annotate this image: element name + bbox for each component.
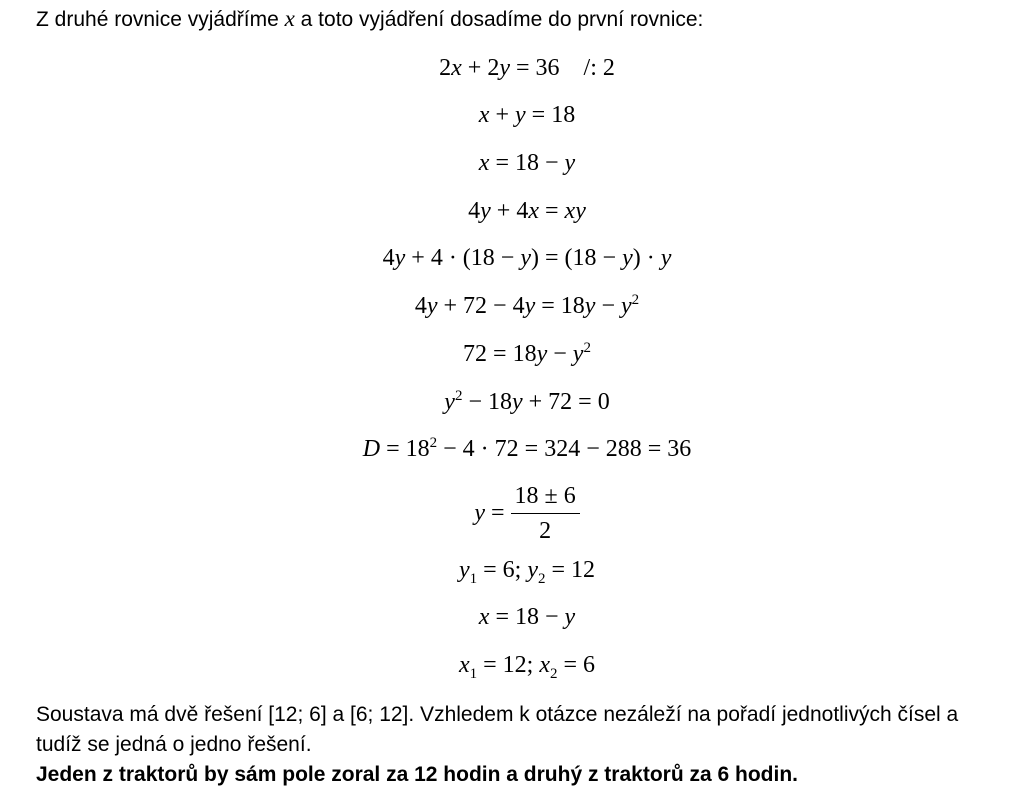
intro-text-end: a toto vyjádření dosadíme do první rovnice: — [294, 8, 704, 31]
fraction-denominator: 2 — [539, 517, 552, 544]
equation-3: x = 18 − y — [478, 150, 576, 176]
equation-8: $y^2 - 18y + 72 = 0$ — [444, 388, 610, 415]
fraction-numerator: 18 ± 6 — [511, 482, 580, 514]
equation-5: 4y + 4 · (18 − y) = (18 − y) · y — [382, 245, 672, 271]
equation-1: 2x + 2y = 36 /: 2 — [439, 55, 615, 81]
equation-2: x + y = 18 — [478, 102, 576, 128]
fraction-lhs: y = — [474, 499, 505, 526]
equation-7: $72 = 18y - y^2$ — [463, 340, 591, 367]
equation-6: $4y + 72 - 4y = 18y - y^2$ — [414, 292, 640, 319]
equation-10-quadratic-formula — [0, 478, 1024, 548]
equation-4: 4y + 4x = xy — [468, 198, 586, 224]
fraction — [511, 482, 580, 545]
conclusion-line-2: tudíž se jedná o jedno řešení. — [36, 733, 312, 756]
intro-variable: x — [284, 6, 295, 31]
equation-12: x = 18 − y — [478, 604, 576, 630]
intro-paragraph — [36, 4, 703, 35]
equation-11-y-roots: $y_1 = 6$; $y_2 = 12$ — [458, 557, 596, 587]
conclusion-paragraph — [36, 700, 958, 760]
conclusion-line-1: Soustava má dvě řešení [12; 6] a [6; 12]. Vzhledem k otázce nezáleží na pořadí jednotlivých čísel a — [36, 703, 959, 726]
intro-text-start: Z druhé rovnice vyjádříme — [36, 8, 285, 31]
equation-13-x-roots: $x_1 = 12$; $x_2 = 6$ — [458, 652, 596, 682]
equation-9-discriminant: $D = 18^2 - 4 \cdot 72 = 324 - 288 = 36$ — [362, 435, 692, 462]
final-answer: Jeden z traktorů by sám pole zoral za 12 hodin a druhý z traktorů za 6 hodin. — [36, 763, 798, 786]
